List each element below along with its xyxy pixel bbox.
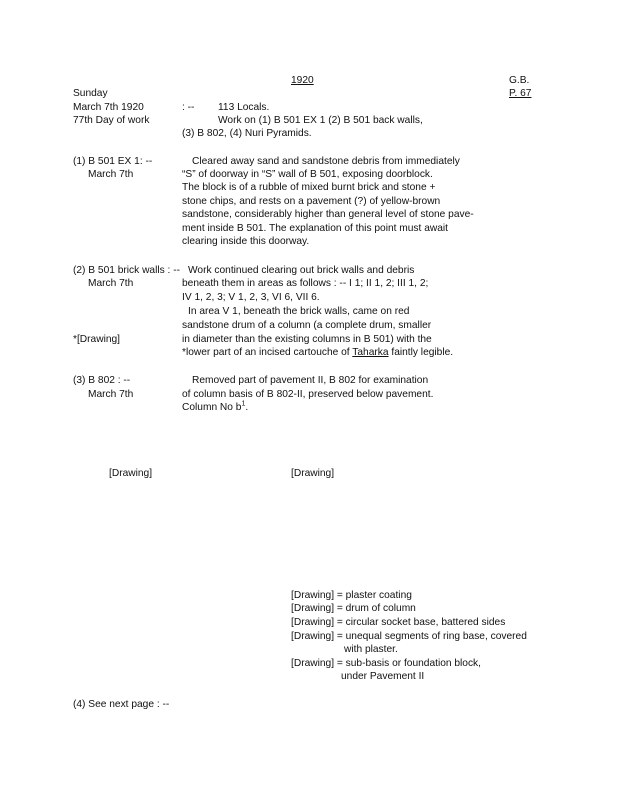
locals-count: 113 Locals. bbox=[218, 102, 270, 113]
entry-3-line: of column basis of B 802-II, preserved below pavement. bbox=[182, 389, 434, 400]
work-summary-line-1: Work on (1) B 501 EX 1 (2) B 501 back walls, bbox=[218, 115, 423, 126]
work-day-label: 77th Day of work bbox=[73, 115, 150, 126]
entry-2-label: (2) B 501 brick walls : -- bbox=[73, 265, 180, 276]
legend-line: [Drawing] = plaster coating bbox=[291, 590, 412, 601]
entry-1-line: The block is of a rubble of mixed burnt brick and stone + bbox=[182, 182, 436, 193]
entry-3-column-line bbox=[182, 401, 248, 414]
entry-2-line: in diameter than the existing columns in B 501) with the bbox=[182, 334, 432, 345]
entry-3-line: Removed part of pavement II, B 802 for examination bbox=[192, 375, 429, 386]
entry-1-line: “S” of doorway in “S” wall of B 501, exposing doorblock. bbox=[182, 169, 433, 180]
entry-1-line: sandstone, considerably higher than general level of stone pave- bbox=[182, 209, 474, 220]
column-text-end: . bbox=[245, 402, 249, 413]
entry-2-date: March 7th bbox=[88, 278, 134, 289]
entry-2-line: sandstone drum of a column (a complete drum, smaller bbox=[182, 320, 432, 331]
cartouche-text-end: faintly legible. bbox=[388, 347, 454, 358]
legend-line: [Drawing] = drum of column bbox=[291, 603, 416, 614]
date-colon: : -- bbox=[182, 102, 195, 113]
entry-2-drawing-note: *[Drawing] bbox=[73, 334, 120, 345]
entry-1-label: (1) B 501 EX 1: -- bbox=[73, 156, 153, 167]
entry-3-date: March 7th bbox=[88, 389, 134, 400]
entry-1-line: ment inside B 501. The explanation of this point must await bbox=[182, 223, 448, 234]
entry-1-line: Cleared away sand and sandstone debris from immediately bbox=[192, 156, 460, 167]
entry-2-line: In area V 1, beneath the brick walls, came on red bbox=[188, 306, 410, 317]
work-summary-line-2: (3) B 802, (4) Nuri Pyramids. bbox=[182, 128, 312, 139]
see-next-page-note: (4) See next page : -- bbox=[73, 699, 170, 710]
legend-line-continued: with plaster. bbox=[344, 644, 398, 655]
entry-3-label: (3) B 802 : -- bbox=[73, 375, 131, 386]
cartouche-text: *lower part of an incised cartouche of bbox=[182, 347, 353, 358]
taharka-name: Taharka bbox=[352, 347, 389, 358]
drawing-placeholder-left: [Drawing] bbox=[109, 468, 153, 479]
entry-1-date: March 7th bbox=[88, 169, 134, 180]
column-superscript: 1 bbox=[241, 400, 246, 408]
entry-1-line: clearing inside this doorway. bbox=[182, 236, 310, 247]
legend-line: [Drawing] = circular socket base, battered sides bbox=[291, 617, 506, 628]
legend-line-continued: under Pavement II bbox=[341, 671, 425, 682]
year-heading: 1920 bbox=[291, 75, 314, 86]
date-label: March 7th 1920 bbox=[73, 102, 144, 113]
drawing-placeholder-right: [Drawing] bbox=[291, 468, 335, 479]
entry-2-line: Work continued clearing out brick walls and debris bbox=[188, 265, 415, 276]
page-reference: P. 67 bbox=[509, 88, 532, 99]
legend-line: [Drawing] = sub-basis or foundation block, bbox=[291, 658, 481, 669]
column-text: Column No b bbox=[182, 402, 242, 413]
entry-2-line: beneath them in areas as follows : -- I 1; II 1, 2; III 1, 2; bbox=[182, 278, 429, 289]
entry-1-line: stone chips, and rests on a pavement (?) of yellow-brown bbox=[182, 196, 441, 207]
entry-2-last-line bbox=[182, 346, 453, 359]
legend-line: [Drawing] = unequal segments of ring base, covered bbox=[291, 631, 527, 642]
initials: G.B. bbox=[509, 75, 530, 86]
day-label: Sunday bbox=[73, 88, 108, 99]
entry-2-line: IV 1, 2, 3; V 1, 2, 3, VI 6, VII 6. bbox=[182, 292, 320, 303]
